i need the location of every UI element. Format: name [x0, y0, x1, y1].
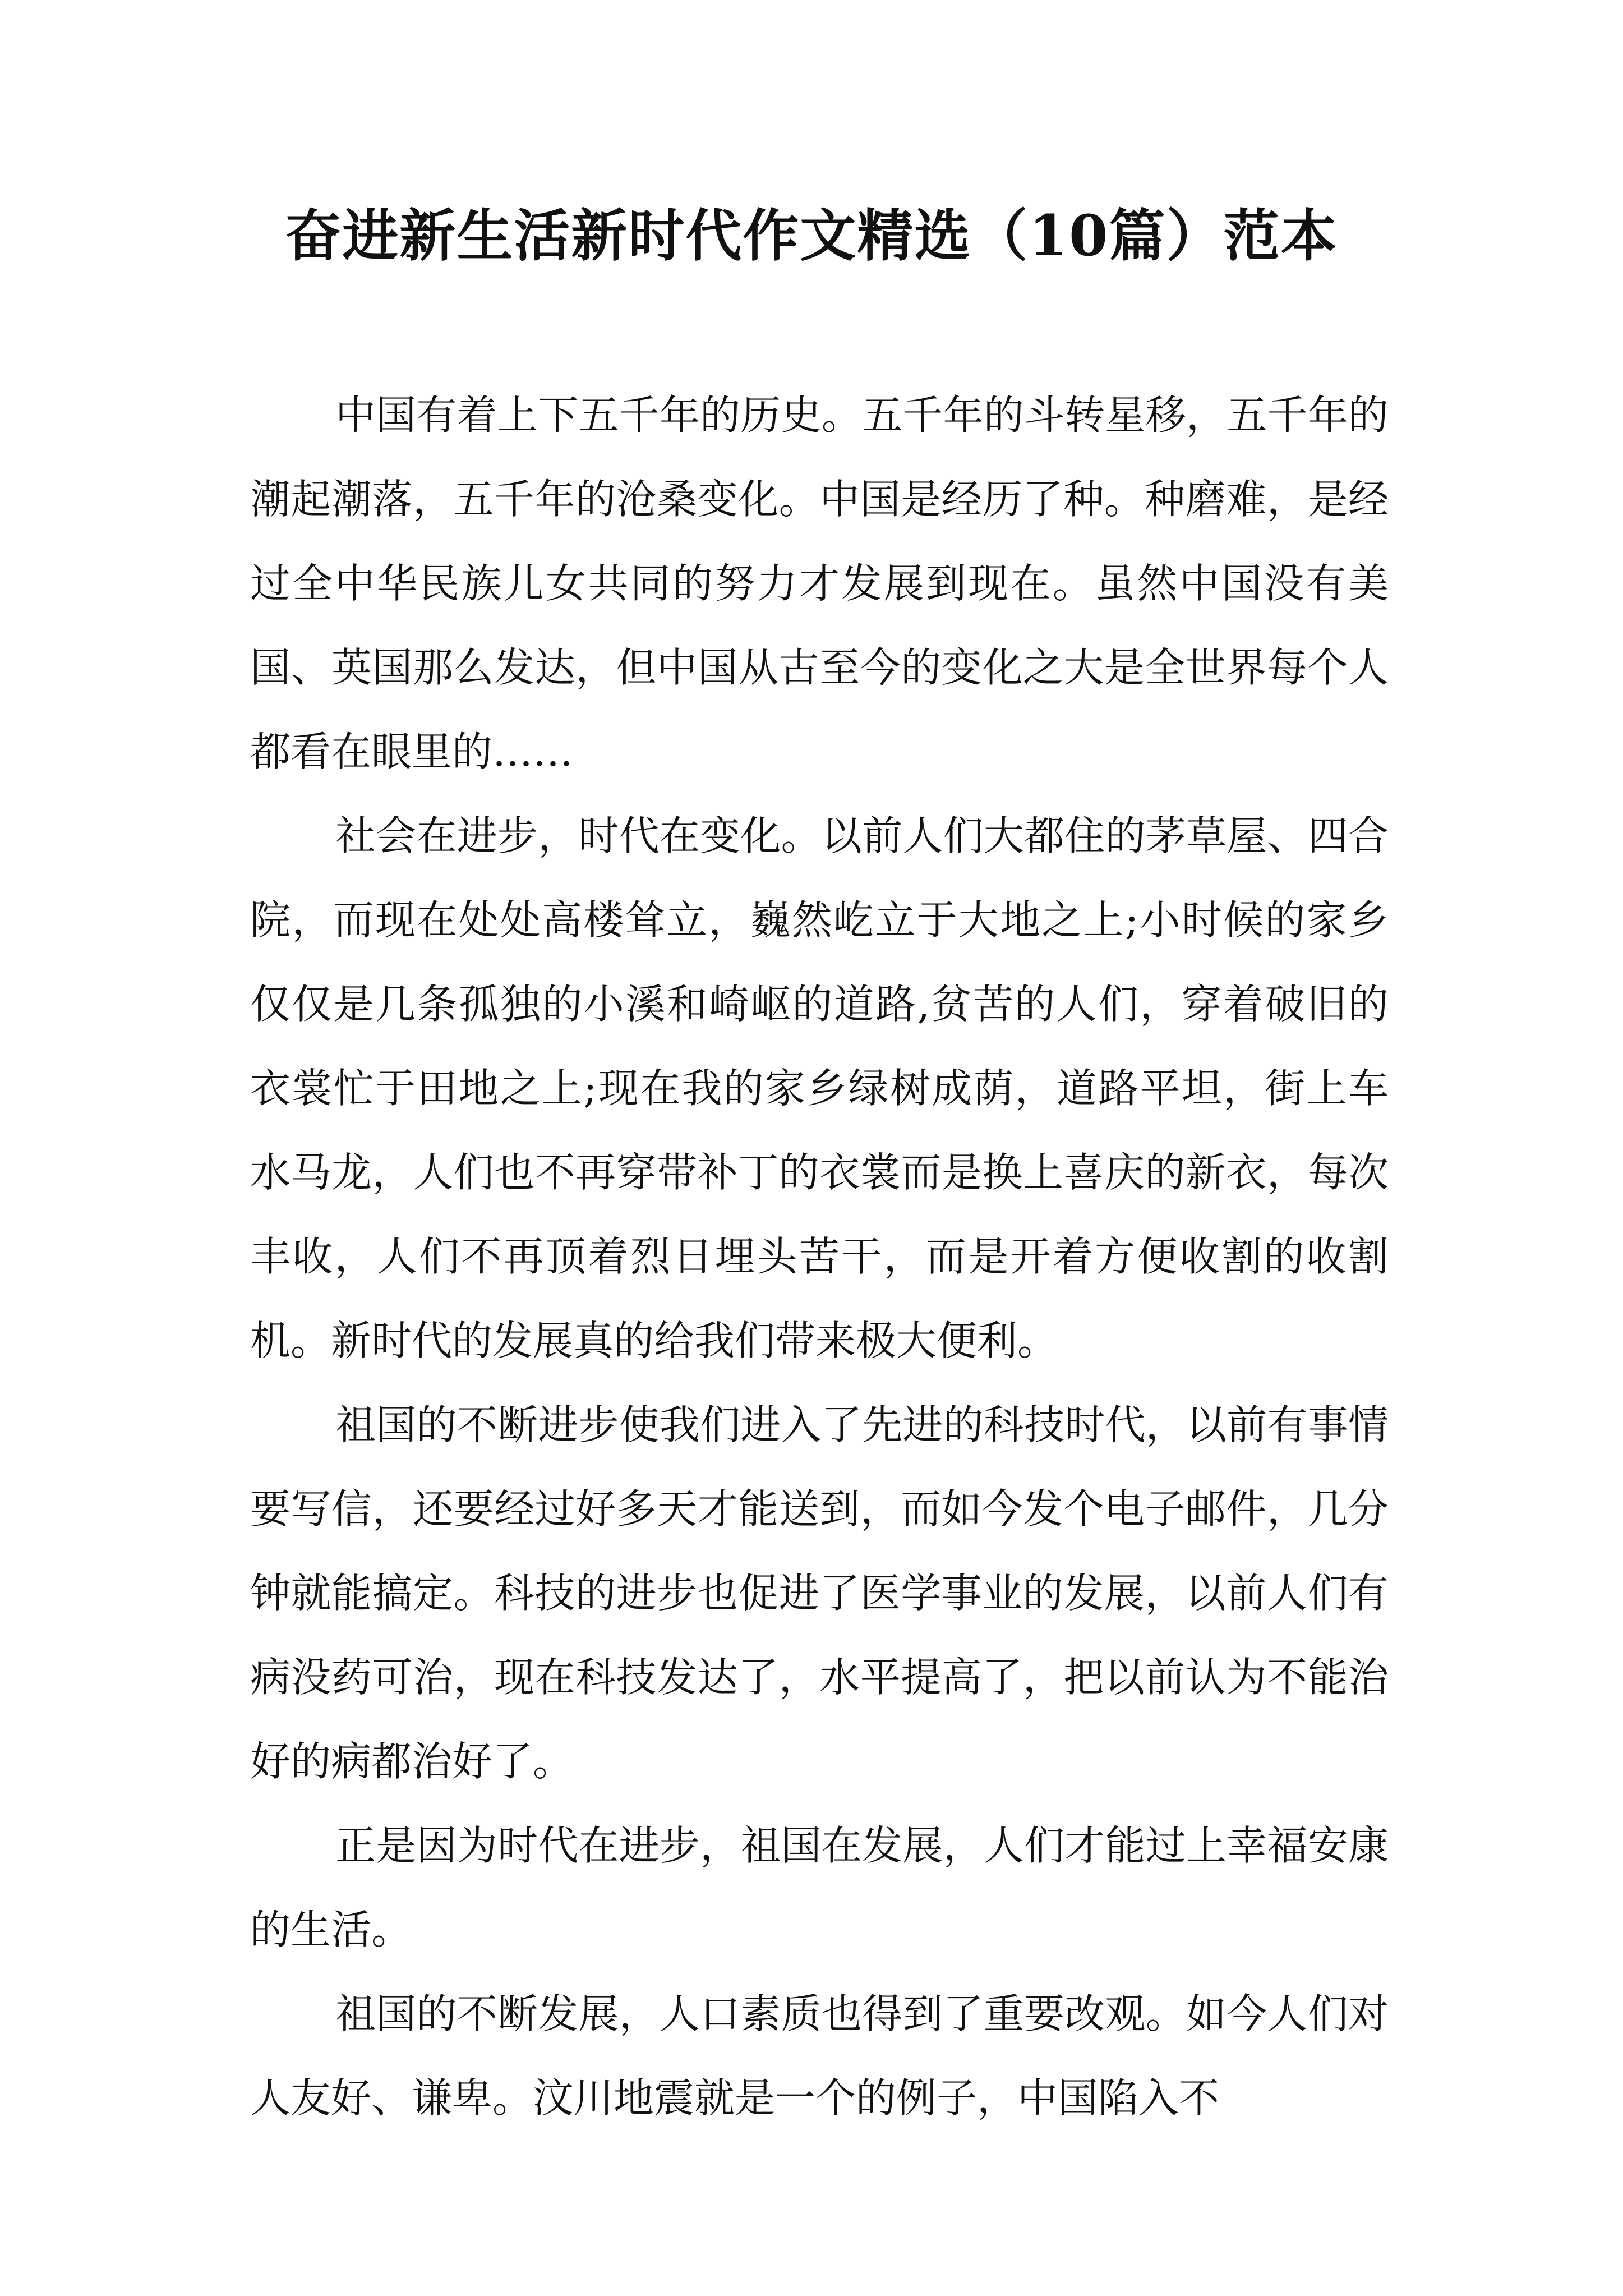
paragraph-3: 祖国的不断进步使我们进入了先进的科技时代，以前有事情要写信，还要经过好多天才能送到，而如今发个电子邮件，几分钟就能搞定。科技的进步也促进了医学事业的发展，以前人们有病没药可治，现在科技发达了，水平提高了，把以前认为不能治好的病都治好了。	[250, 1401, 1389, 1785]
paragraph-5: 祖国的不断发展，人口素质也得到了重要改观。如今人们对人友好、谦卑。汶川地震就是一个的例子，中国陷入不	[250, 1990, 1389, 2122]
document-title: 奋进新生活新时代作文精选（10篇）范本	[285, 203, 1338, 269]
paragraph-4: 正是因为时代在进步，祖国在发展，人们才能过上幸福安康的生活。	[250, 1822, 1389, 1953]
document-body	[250, 373, 1389, 2140]
paragraph-1: 中国有着上下五千年的历史。五千年的斗转星移，五千年的潮起潮落，五千年的沧桑变化。中国是经历了种。种磨难，是经过全中华民族儿女共同的努力才发展到现在。虽然中国没有美国、英国那么发达，但中国从古至今的变化之大是全世界每个人都看在眼里的……	[250, 392, 1389, 775]
paragraph-2: 社会在进步，时代在变化。以前人们大都住的茅草屋、四合院，而现在处处高楼耸立，巍然屹立于大地之上;小时候的家乡仅仅是几条孤独的小溪和崎岖的道路,贫苦的人们，穿着破旧的衣裳忙于田地之上;现在我的家乡绿树成荫，道路平坦，街上车水马龙，人们也不再穿带补丁的衣裳而是换上喜庆的新衣，每次丰收，人们不再顶着烈日埋头苦干，而是开着方便收割的收割机。新时代的发展真的给我们带来极大便利。	[250, 812, 1389, 1364]
